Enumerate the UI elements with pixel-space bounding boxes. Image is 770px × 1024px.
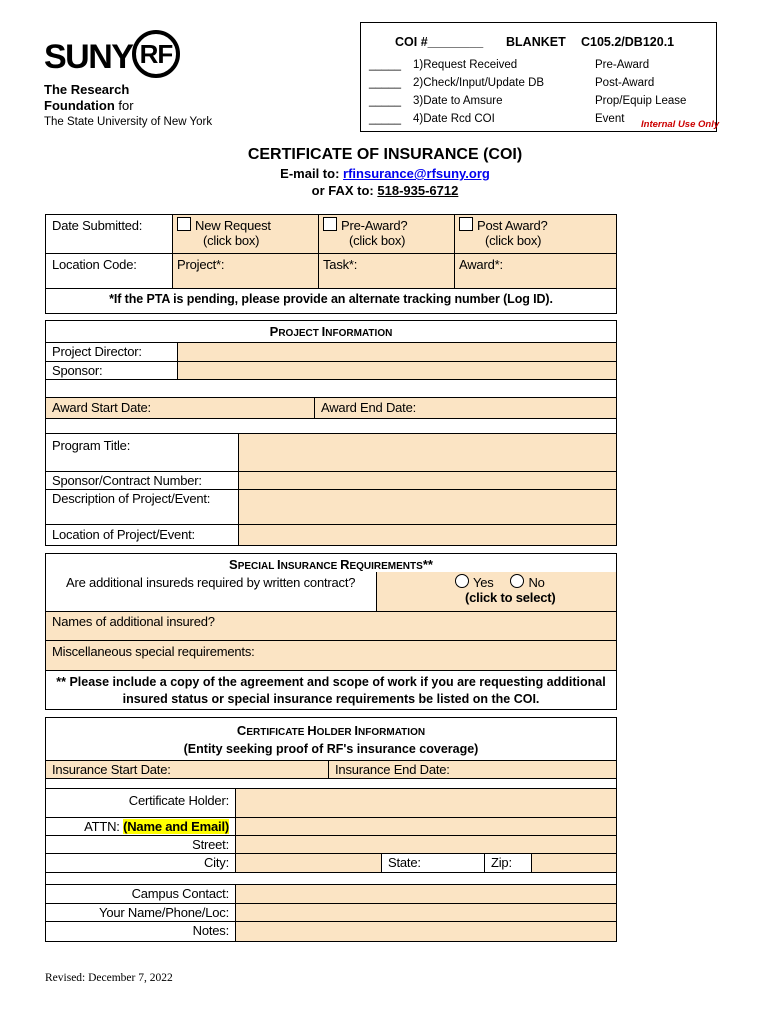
- pta-note: *If the PTA is pending, please provide an alternate tracking number (Log ID).: [109, 292, 553, 306]
- zip-label: Zip:: [484, 854, 531, 872]
- internal-use-only: Internal Use Only: [641, 119, 720, 130]
- coi-blanket: BLANKET: [506, 35, 566, 49]
- no-label: No: [528, 575, 545, 590]
- date-submitted-label: Date Submitted:: [52, 218, 143, 233]
- logo-line3: The State University of New York: [44, 116, 213, 128]
- revised-date: Revised: December 7, 2022: [45, 972, 173, 984]
- cert-holder-label: Certificate Holder:: [128, 793, 229, 808]
- email-line: [0, 166, 770, 181]
- location-row: [46, 525, 616, 545]
- your-name-label: Your Name/Phone/Loc:: [99, 905, 229, 920]
- street-input[interactable]: [235, 836, 616, 853]
- request-table: [45, 214, 617, 314]
- step-text: 1)Request Received: [413, 59, 518, 71]
- special-note-line1: ** Please include a copy of the agreement and scope of work if you are requesting additional: [56, 675, 606, 689]
- date-submitted-cell: [46, 215, 172, 253]
- misc-requirements-label: Miscellaneous special requirements:: [52, 644, 255, 659]
- request-row-1: [46, 215, 616, 254]
- description-label: Description of Project/Event:: [52, 491, 211, 506]
- notes-label: Notes:: [192, 923, 229, 938]
- award-end-field[interactable]: Award End Date:: [314, 398, 616, 418]
- contract-number-input[interactable]: [238, 472, 616, 489]
- project-info-heading: PROJECT INFORMATION: [46, 321, 616, 343]
- contract-number-row: [46, 472, 616, 490]
- city-label: City:: [203, 855, 229, 870]
- location-code-cell: [46, 254, 172, 288]
- holder-heading: CERTIFICATE HOLDER INFORMATION: [236, 723, 426, 738]
- award-field[interactable]: [454, 254, 616, 288]
- your-name-row: [46, 904, 616, 922]
- post-award-checkbox[interactable]: [459, 217, 473, 231]
- street-row: [46, 836, 616, 854]
- description-input[interactable]: [238, 490, 616, 524]
- attn-input[interactable]: [235, 818, 616, 835]
- award-dates-row: [46, 398, 616, 419]
- city-input[interactable]: [235, 854, 381, 872]
- new-request-click: (click box): [203, 233, 260, 248]
- logo-foundation: Foundation: [44, 98, 115, 113]
- contract-number-label: Sponsor/Contract Number:: [52, 473, 202, 488]
- task-field[interactable]: [318, 254, 454, 288]
- zip-input[interactable]: [531, 854, 616, 872]
- special-note-line2: insured status or special insurance requirements be listed on the COI.: [122, 692, 540, 706]
- coi-step: [369, 59, 709, 77]
- logo-suny: SUNY: [44, 38, 133, 76]
- campus-contact-label: Campus Contact:: [131, 886, 229, 901]
- logo-line2: [44, 98, 134, 113]
- director-row: [46, 343, 616, 362]
- award-label: Award*:: [459, 257, 503, 272]
- fax-label: or FAX to:: [311, 183, 374, 198]
- names-insured-label: Names of additional insured?: [52, 614, 215, 629]
- project-label: Project*:: [177, 257, 225, 272]
- click-to-select: (click to select): [465, 590, 556, 605]
- director-input[interactable]: [177, 343, 616, 361]
- additional-insureds-row: [46, 572, 616, 612]
- pre-award-cell[interactable]: [318, 215, 454, 253]
- description-row: [46, 490, 616, 525]
- step-type: Prop/Equip Lease: [595, 95, 687, 107]
- fax-line: [0, 183, 770, 198]
- your-name-input[interactable]: [235, 904, 616, 921]
- additional-insureds-question: Are additional insureds required by written contract?: [66, 575, 356, 590]
- campus-contact-input[interactable]: [235, 885, 616, 903]
- yes-label: Yes: [473, 575, 494, 590]
- names-insured-field[interactable]: [46, 612, 616, 641]
- sponsor-row: [46, 362, 616, 380]
- email-link[interactable]: rfinsurance@rfsuny.org: [343, 166, 490, 181]
- logo-for: for: [118, 98, 134, 113]
- step-blank[interactable]: _____: [369, 113, 401, 125]
- coi-code: C105.2/DB120.1: [581, 35, 675, 49]
- attn-label-cell: [46, 818, 235, 835]
- special-note: [46, 674, 616, 708]
- special-insurance-table: [45, 553, 617, 710]
- spacer-row: [46, 380, 616, 398]
- state-label: State:: [381, 854, 484, 872]
- coi-internal-box: [360, 22, 720, 132]
- certificate-holder-table: [45, 717, 617, 942]
- email-label: E-mail to:: [280, 166, 340, 181]
- location-label: Location of Project/Event:: [52, 527, 195, 542]
- misc-requirements-field[interactable]: [46, 641, 616, 671]
- pre-award-checkbox[interactable]: [323, 217, 337, 231]
- step-type: Event: [595, 113, 625, 125]
- pre-award-click: (click box): [349, 233, 406, 248]
- cert-holder-input[interactable]: [235, 789, 616, 817]
- pre-award-label: Pre-Award?: [341, 218, 408, 233]
- new-request-cell[interactable]: [172, 215, 318, 253]
- street-label: Street:: [192, 837, 229, 852]
- holder-subheading: (Entity seeking proof of RF's insurance coverage): [183, 742, 479, 756]
- task-label: Task*:: [323, 257, 358, 272]
- step-blank[interactable]: _____: [369, 59, 401, 71]
- notes-input[interactable]: [235, 922, 616, 941]
- coi-step: [369, 77, 709, 95]
- director-label: Project Director:: [52, 344, 142, 359]
- step-text: 3)Date to Amsure: [413, 95, 503, 107]
- project-info-table: [45, 320, 617, 546]
- program-title-label: Program Title:: [52, 438, 131, 453]
- suny-rf-logo: [44, 36, 244, 131]
- program-title-row: [46, 434, 616, 472]
- logo-rf-circle: [132, 30, 180, 78]
- spacer-row: [46, 419, 616, 434]
- step-blank[interactable]: _____: [369, 95, 401, 107]
- program-title-input[interactable]: [238, 434, 616, 471]
- new-request-checkbox[interactable]: [177, 217, 191, 231]
- logo-rf: RF: [139, 39, 173, 69]
- post-award-label: Post Award?: [477, 218, 548, 233]
- insurance-end-field[interactable]: Insurance End Date:: [328, 761, 616, 778]
- step-text: 4)Date Rcd COI: [413, 113, 495, 125]
- insurance-dates-row: [46, 760, 616, 779]
- notes-row: [46, 922, 616, 941]
- logo-line1: The Research: [44, 82, 130, 97]
- step-blank[interactable]: _____: [369, 77, 401, 89]
- request-row-2: [46, 254, 616, 289]
- coi-step: [369, 95, 709, 113]
- attn-label: ATTN:: [84, 819, 120, 834]
- spacer-row: [46, 779, 616, 789]
- new-request-label: New Request: [195, 218, 271, 233]
- post-award-click: (click box): [485, 233, 542, 248]
- cert-holder-row: [46, 789, 616, 818]
- post-award-cell[interactable]: [454, 215, 616, 253]
- yes-radio[interactable]: [455, 574, 469, 588]
- step-text: 2)Check/Input/Update DB: [413, 77, 545, 89]
- attn-highlight: (Name and Email): [123, 819, 229, 834]
- page-title: CERTIFICATE OF INSURANCE (COI): [247, 146, 523, 163]
- attn-row: [46, 818, 616, 836]
- fax-number: 518-935-6712: [377, 183, 459, 198]
- step-type: Post-Award: [595, 77, 655, 89]
- city-row: [46, 854, 616, 873]
- spacer-row: [46, 873, 616, 885]
- campus-contact-row: [46, 885, 616, 904]
- award-start-field[interactable]: Award Start Date:: [52, 400, 151, 415]
- location-input[interactable]: [238, 525, 616, 545]
- sponsor-label: Sponsor:: [52, 363, 103, 378]
- location-code-label: Location Code:: [52, 257, 137, 272]
- insurance-start-field[interactable]: Insurance Start Date:: [52, 762, 171, 777]
- coi-number: COI #________: [395, 35, 484, 49]
- yes-no-field[interactable]: [376, 572, 616, 611]
- sponsor-input[interactable]: [177, 362, 616, 379]
- step-type: Pre-Award: [595, 59, 650, 71]
- project-field[interactable]: [172, 254, 318, 288]
- no-radio[interactable]: [510, 574, 524, 588]
- special-heading: SPECIAL INSURANCE REQUIREMENTS**: [229, 557, 433, 572]
